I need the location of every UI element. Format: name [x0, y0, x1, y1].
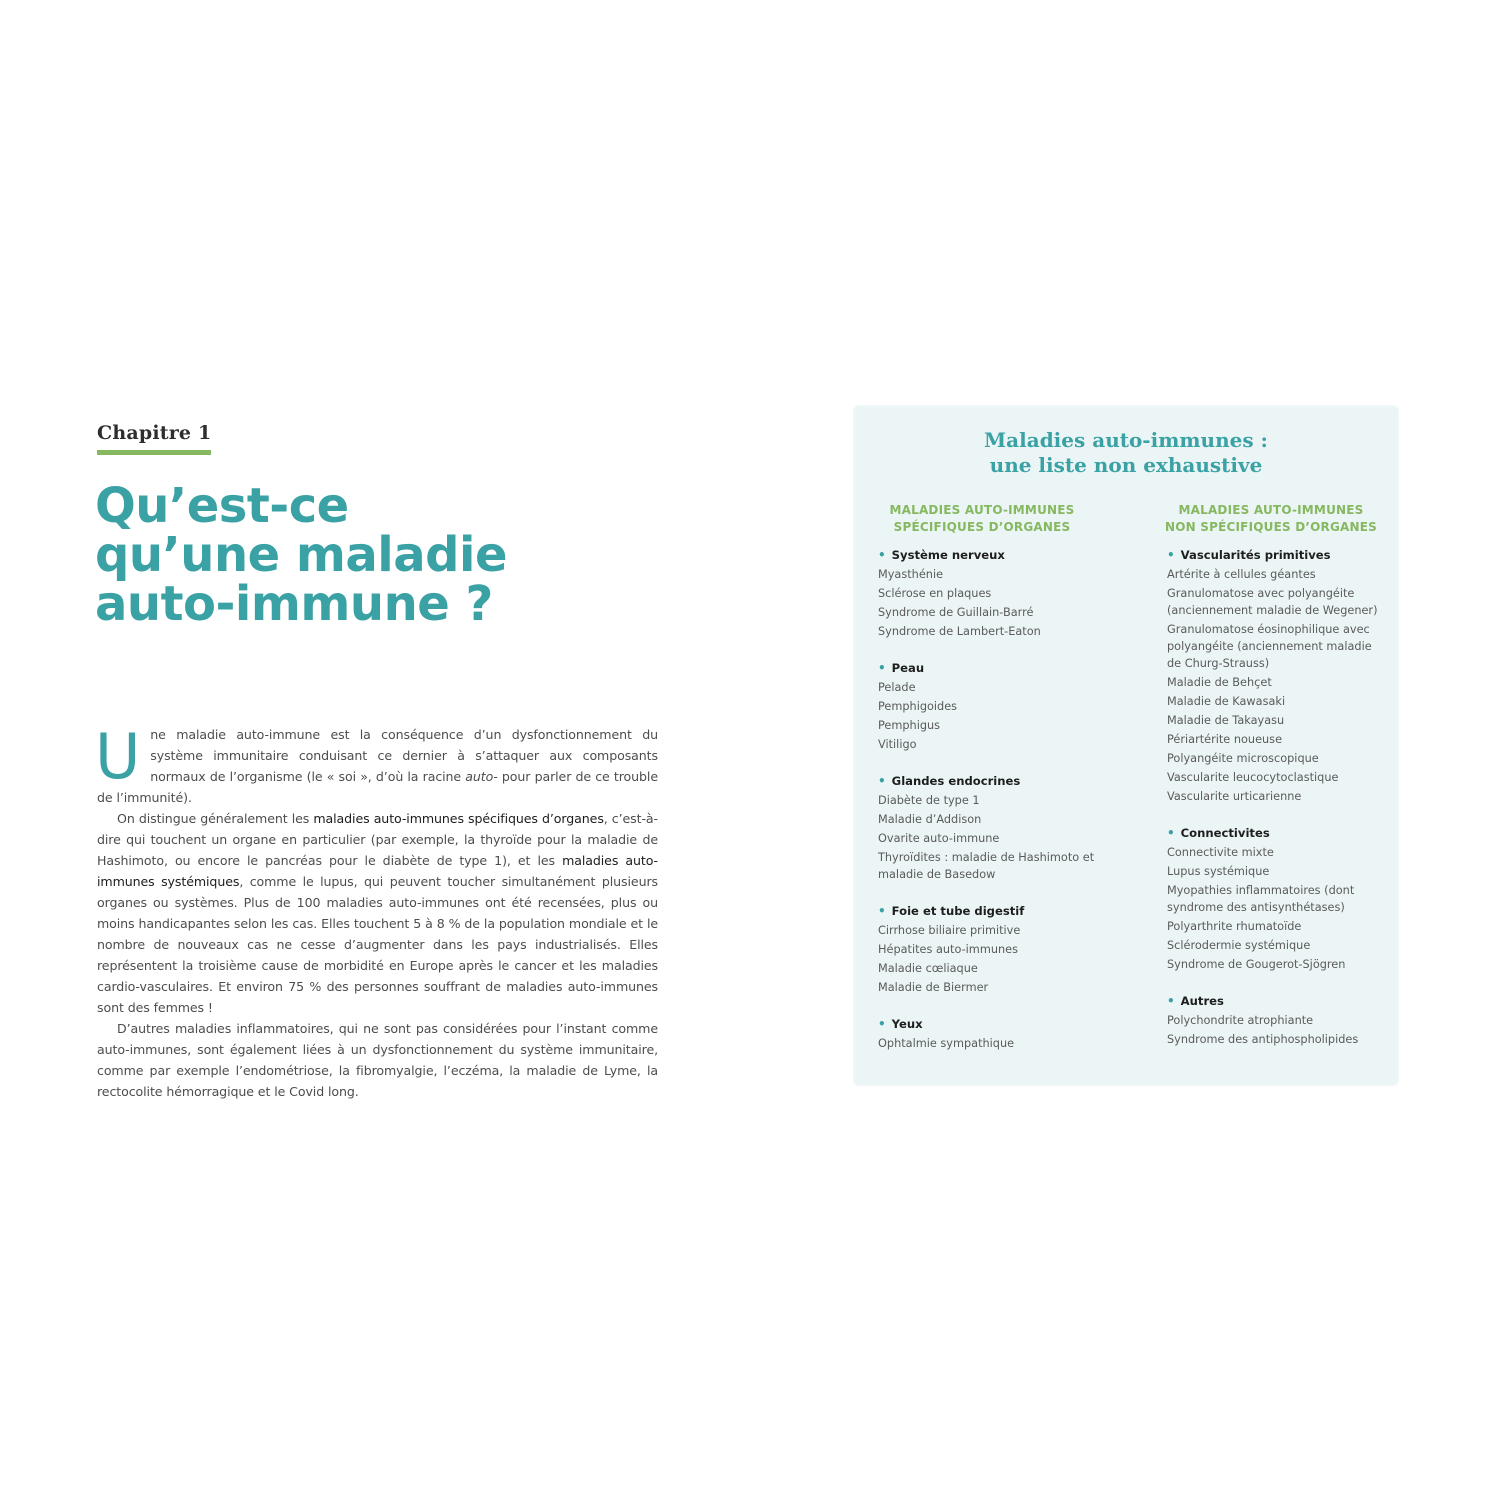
bullet-icon: • [878, 661, 886, 675]
disease-item: Ophtalmie sympathique [878, 1037, 1015, 1050]
disease-item: Vascularite leucocytoclastique [1167, 771, 1339, 784]
disease-item: Thyroïdites : maladie de Hashimoto et maladie de Basedow [878, 851, 1095, 881]
disease-item: Polyangéite microscopique [1167, 752, 1319, 765]
disease-group [1167, 824, 1387, 974]
disease-item: Lupus systémique [1167, 865, 1270, 878]
bullet-icon: • [1167, 548, 1175, 562]
bullet-icon: • [878, 548, 886, 562]
disease-item: Maladie de Kawasaki [1167, 695, 1286, 708]
column-heading-organ-specific: MALADIES AUTO-IMMUNES SPÉCIFIQUES D’ORGANES [889, 503, 1075, 534]
group-heading: • Glandes endocrines [878, 774, 1021, 788]
disease-item: Syndrome de Lambert-Eaton [878, 625, 1041, 638]
disease-item: Pemphigus [878, 719, 941, 732]
chapter-underline [97, 450, 211, 455]
group-heading: • Yeux [878, 1017, 923, 1031]
chapter-title [95, 478, 615, 632]
group-heading: • Autres [1167, 994, 1224, 1008]
bullet-icon: • [1167, 994, 1175, 1008]
disease-item: Artérite à cellules géantes [1167, 568, 1316, 581]
disease-item: Maladie de Behçet [1167, 676, 1272, 689]
disease-item: Maladie d’Addison [878, 813, 982, 826]
disease-item: Polychondrite atrophiante [1167, 1014, 1314, 1027]
group-heading: • Peau [878, 661, 925, 675]
disease-item: Syndrome des antiphospholipides [1167, 1033, 1359, 1046]
disease-item: Syndrome de Gougerot-Sjögren [1167, 958, 1346, 971]
disease-item: Sclérodermie systémique [1167, 939, 1311, 952]
disease-item: Maladie cœliaque [878, 962, 978, 975]
group-heading: • Vascularités primitives [1167, 548, 1331, 562]
title-line: qu’une maladie [95, 527, 507, 583]
disease-item: Polyarthrite rhumatoïde [1167, 920, 1302, 933]
disease-group [878, 659, 1098, 754]
disease-group [878, 546, 1098, 641]
disease-item: Connectivite mixte [1167, 846, 1274, 859]
paragraph-2: On distingue généralement les maladies auto-immunes spécifiques d’organes, c’est-à-dire qui touchent un organe en particulier (par exemple, la thyroïde pour la maladie de Hashimoto, ou encore le pancréas pour le diabète de type 1), et les maladies auto-immunes systémiques, comme le lupus, qui peuvent toucher simultanément plusieurs organes ou systèmes. Plus de 100 maladies auto-immunes ont été recensées, plus ou moins handicapantes selon les cas. Elles touchent 5 à 8 % de la population mondiale et le nombre de nouveaux cas ne cesse d’augmenter dans les pays industrialisés. Elles représentent la troisième cause de morbidité en Europe après le cancer et les maladies cardio-vasculaires. Et environ 75 % des personnes souffrant de maladies auto-immunes sont des femmes ! [97, 811, 658, 1015]
highlight-term: maladies auto-immunes spécifiques d’organes [313, 811, 604, 826]
highlight-term: maladies auto-immunes systémiques [97, 853, 658, 889]
disease-item: Diabète de type 1 [878, 794, 980, 807]
title-line: auto-immune ? [95, 576, 493, 632]
disease-item: Périartérite noueuse [1167, 733, 1283, 746]
disease-item: Sclérose en plaques [878, 587, 992, 600]
disease-item: Cirrhose biliaire primitive [878, 924, 1021, 937]
disease-item: Granulomatose éosinophilique avec polyangéite (anciennement maladie de Churg-Strauss) [1167, 623, 1372, 670]
group-heading: • Système nerveux [878, 548, 1005, 562]
paragraph-3: D’autres maladies inflammatoires, qui ne sont pas considérées pour l’instant comme auto-immunes, sont également liées à un dysfonctionnement du système immunitaire, comme par exemple l’endométriose, la fibromyalgie, l’eczéma, la maladie de Lyme, la rectocolite hémorragique et le Covid long. [97, 1021, 658, 1099]
disease-item: Hépatites auto-immunes [878, 943, 1018, 956]
chapter-label: Chapitre 1 [97, 422, 212, 444]
disease-item: Maladie de Takayasu [1167, 714, 1285, 727]
sidebar-title: Maladies auto-immunes : une liste non exhaustive [984, 428, 1268, 477]
disease-item: Pelade [878, 681, 916, 694]
disease-item: Pemphigoides [878, 700, 958, 713]
disease-group [1167, 992, 1387, 1049]
body-text [95, 720, 658, 1102]
column-heading-systemic: MALADIES AUTO-IMMUNES NON SPÉCIFIQUES D’ORGANES [1165, 503, 1377, 534]
bullet-icon: • [878, 904, 886, 918]
disease-group [878, 1015, 1098, 1053]
group-heading: • Connectivites [1167, 826, 1270, 840]
disease-group [878, 902, 1098, 997]
bullet-icon: • [878, 774, 886, 788]
bullet-icon: • [1167, 826, 1175, 840]
group-heading: • Foie et tube digestif [878, 904, 1025, 918]
column-systemic [1167, 546, 1387, 1067]
paragraph-1: Une maladie auto-immune est la conséquence d’un dysfonctionnement du système immunitaire conduisant ce dernier à s’attaquer aux composants normaux de l’organisme (le « soi », d’où la racine auto- pour parler de ce trouble de l’immunité). [95, 720, 658, 805]
disease-group [1167, 546, 1387, 806]
disease-item: Ovarite auto-immune [878, 832, 1000, 845]
bullet-icon: • [878, 1017, 886, 1031]
disease-item: Syndrome de Guillain-Barré [878, 606, 1034, 619]
disease-item: Myopathies inflammatoires (dont syndrome des antisynthétases) [1167, 884, 1355, 914]
drop-cap: U [95, 720, 141, 793]
disease-group [878, 772, 1098, 884]
emphasis-auto: auto- [465, 769, 498, 784]
title-line: Qu’est-ce [95, 478, 349, 534]
disease-item: Vitiligo [878, 738, 917, 751]
disease-item: Maladie de Biermer [878, 981, 989, 994]
disease-item: Myasthénie [878, 568, 944, 581]
column-organ-specific [878, 546, 1098, 1071]
disease-item: Granulomatose avec polyangéite (anciennement maladie de Wegener) [1167, 587, 1378, 617]
disease-item: Vascularite urticarienne [1167, 790, 1302, 803]
